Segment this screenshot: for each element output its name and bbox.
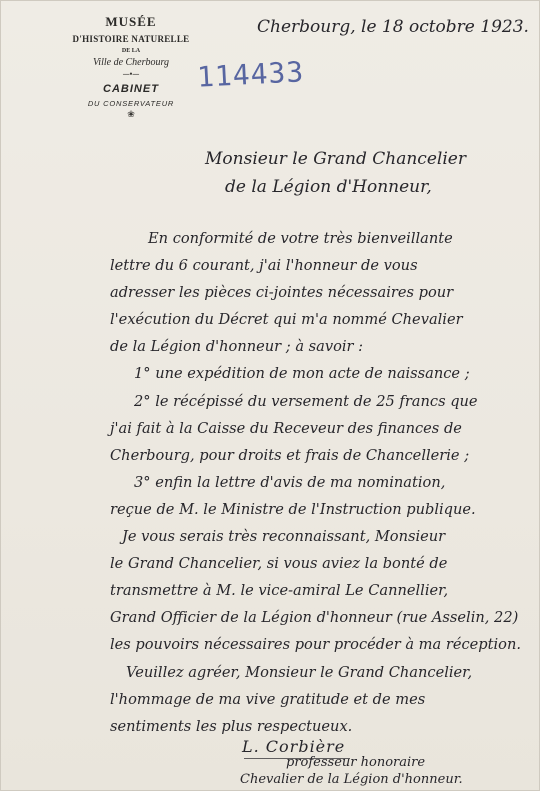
body-line: Grand Officier de la Légion d'honneur (rue Asselin, 22) xyxy=(110,609,519,627)
letterhead-museum: MUSÉE xyxy=(105,14,157,29)
body-line: sentiments les plus respectueux. xyxy=(110,717,353,735)
letterhead-conservateur: DU CONSERVATEUR xyxy=(87,99,175,108)
museum-letterhead xyxy=(52,14,210,120)
body-line: 3° enfin la lettre d'avis de ma nomination, xyxy=(134,473,446,491)
letterhead-ville: Ville de Cherbourg xyxy=(92,57,170,68)
body-line: Veuillez agréer, Monsieur le Grand Chancelier, xyxy=(126,663,473,681)
letterhead-cabinet: CABINET xyxy=(103,83,159,95)
body-line: reçue de M. le Ministre de l'Instruction publique. xyxy=(110,500,476,518)
body-line: l'hommage de ma vive gratitude et de mes xyxy=(110,690,426,708)
body-line: de la Légion d'honneur ; à savoir : xyxy=(110,338,364,356)
body-line: lettre du 6 courant, j'ai l'honneur de vous xyxy=(110,257,418,275)
body-line: j'ai fait à la Caisse du Receveur des finances de xyxy=(110,419,462,437)
letterhead-de-la: DE LA xyxy=(121,48,141,54)
body-line: adresser les pièces ci-jointes nécessaires pour xyxy=(110,284,454,302)
body-line: Je vous serais très reconnaissant, Monsieur xyxy=(122,528,446,546)
signature: L. Corbière xyxy=(242,737,346,756)
body-line: 1° une expédition de mon acte de naissance ; xyxy=(134,365,470,383)
body-line: les pouvoirs nécessaires pour procéder à ma réception. xyxy=(110,636,521,654)
signature-title-professor: professeur honoraire xyxy=(286,755,426,770)
body-line: En conformité de votre très bienveillante xyxy=(148,230,453,247)
body-line: l'exécution du Décret qui m'a nommé Chevalier xyxy=(110,311,463,329)
letter-body xyxy=(110,225,521,740)
salutation-line-2: de la Légion d'Honneur, xyxy=(225,177,432,197)
letterhead-histoire-naturelle: D'HISTOIRE NATURELLE xyxy=(72,34,190,44)
registry-stamp-number: 114433 xyxy=(196,55,305,94)
body-line: le Grand Chancelier, si vous aviez la bonté de xyxy=(110,555,448,573)
body-line: Cherbourg, pour droits et frais de Chancellerie ; xyxy=(110,446,470,464)
date-line: Cherbourg, le 18 octobre 1923. xyxy=(257,17,529,37)
salutation-line-1: Monsieur le Grand Chancelier xyxy=(205,149,466,169)
divider-ornament-icon: ─•─ xyxy=(123,69,139,79)
body-line: transmettre à M. le vice-amiral Le Cannellier, xyxy=(110,582,449,600)
body-line: 2° le récépissé du versement de 25 francs que xyxy=(134,392,478,410)
flower-ornament-icon: ❀ xyxy=(127,109,135,119)
salutation xyxy=(205,145,466,201)
signature-title-chevalier: Chevalier de la Légion d'honneur. xyxy=(240,772,463,787)
